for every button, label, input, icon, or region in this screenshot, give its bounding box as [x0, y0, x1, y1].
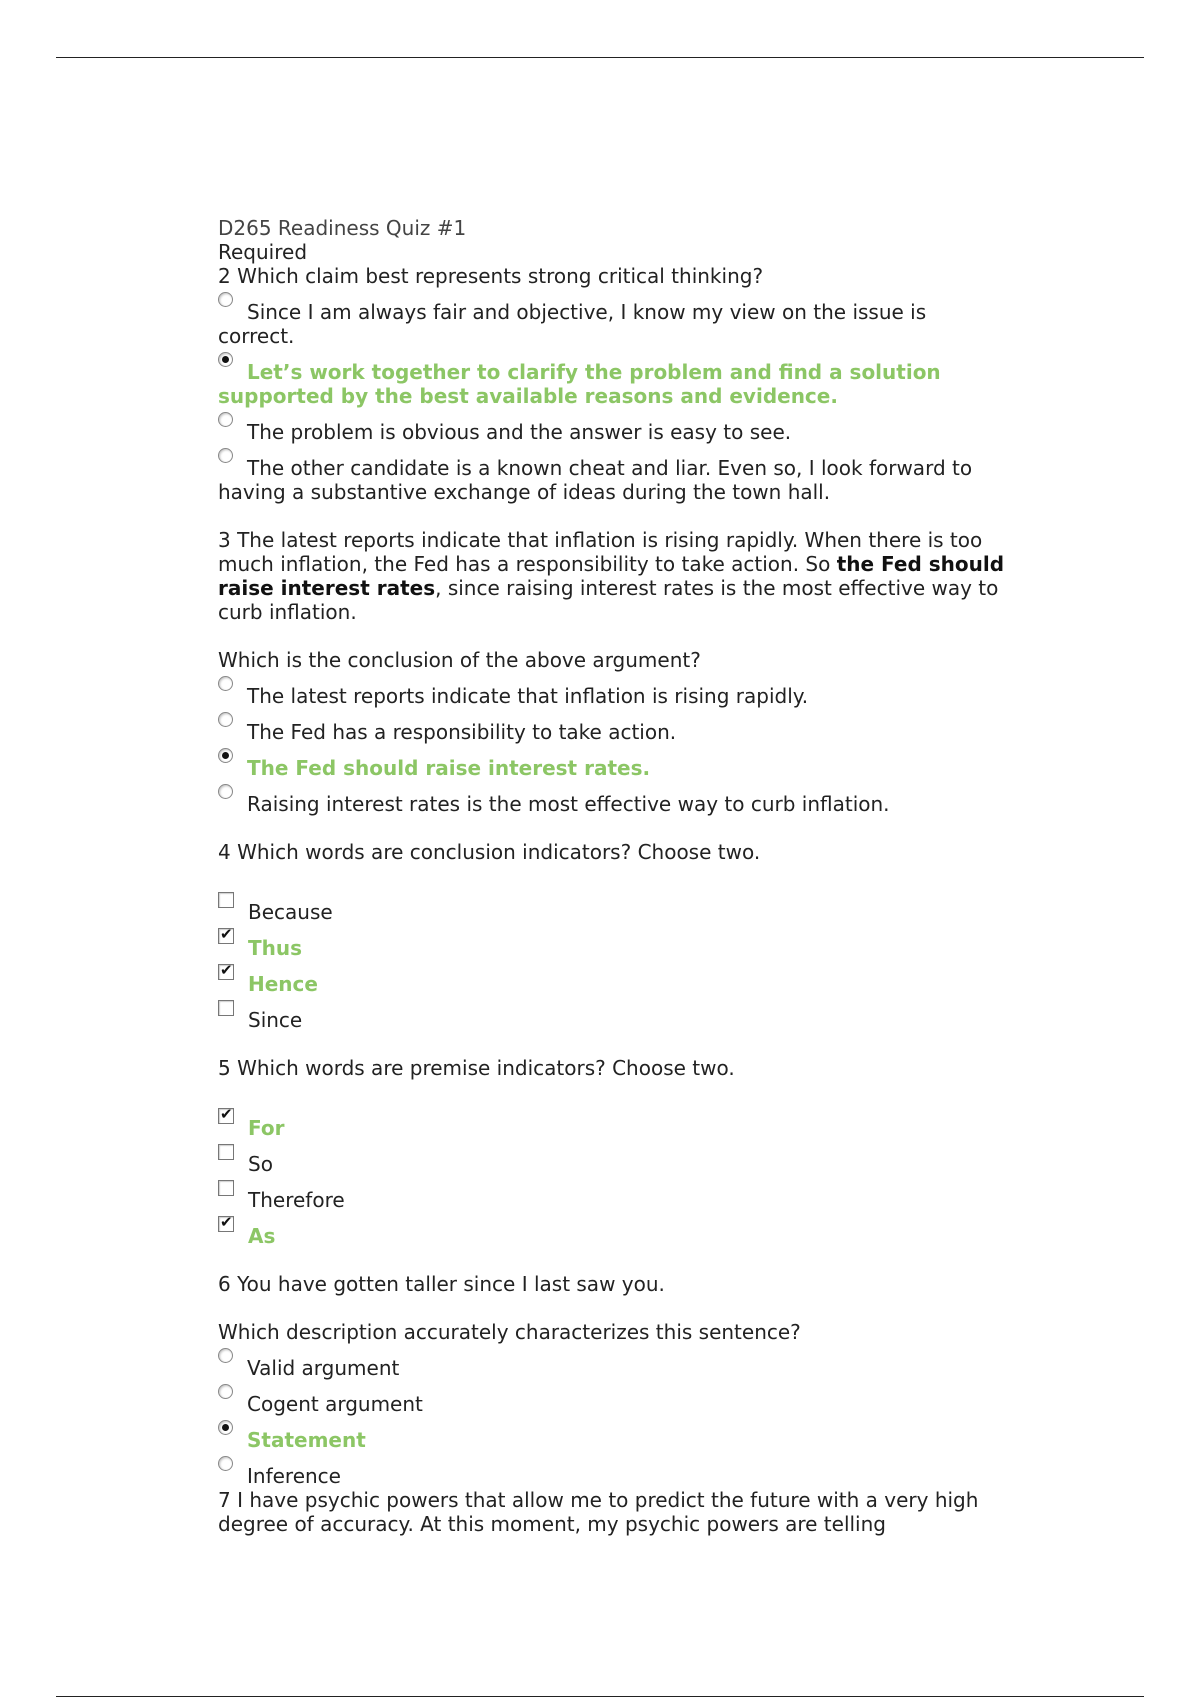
check-mark-icon: ✔ — [220, 925, 233, 943]
q6-option-3[interactable] — [218, 1428, 1008, 1452]
q3-option-1[interactable] — [218, 684, 1008, 708]
radio-button-selected[interactable] — [218, 748, 233, 763]
required-label: Required — [218, 240, 308, 264]
top-rule — [56, 57, 1144, 58]
q5-option-as[interactable] — [218, 1213, 1008, 1248]
question-4-text: 4 Which words are conclusion indicators? Choose two. — [218, 840, 761, 864]
option-label: Since I am always fair and objective, I know my view on the issue is correct. — [218, 300, 927, 348]
quiz-content — [218, 216, 1008, 1536]
q5-option-for[interactable] — [218, 1105, 1008, 1140]
q2-option-1[interactable] — [218, 300, 1008, 348]
radio-button-selected[interactable] — [218, 1420, 233, 1435]
q6-option-1[interactable] — [218, 1356, 1008, 1380]
question-3-prompt: Which is the conclusion of the above argument? — [218, 648, 701, 672]
q6-option-4[interactable] — [218, 1464, 1008, 1488]
radio-button[interactable] — [218, 676, 233, 691]
q6-option-2[interactable] — [218, 1392, 1008, 1416]
option-label: Since — [248, 1008, 303, 1032]
q2-option-3[interactable] — [218, 420, 1008, 444]
option-label: Valid argument — [247, 1356, 400, 1380]
checkbox[interactable] — [218, 1144, 234, 1160]
checkbox[interactable] — [218, 892, 234, 908]
checkbox-checked[interactable] — [218, 925, 234, 944]
radio-button[interactable] — [218, 1384, 233, 1399]
checkbox[interactable] — [218, 1180, 234, 1196]
question-7 — [218, 1488, 1008, 1536]
check-mark-icon: ✔ — [220, 1213, 233, 1231]
conclusion-emphasis: the Fed should raise interest rates — [218, 552, 1005, 600]
option-label: The Fed has a responsibility to take action. — [247, 720, 677, 744]
q5-option-so[interactable] — [218, 1152, 1008, 1176]
check-mark-icon: ✔ — [220, 961, 233, 979]
checkbox-checked[interactable] — [218, 1213, 234, 1232]
option-label: The latest reports indicate that inflation is rising rapidly. — [247, 684, 809, 708]
option-label: The other candidate is a known cheat and liar. Even so, I look forward to having a substantive exchange of ideas during the town hall. — [218, 456, 973, 504]
q4-option-since[interactable] — [218, 1008, 1008, 1032]
option-label: Therefore — [248, 1188, 345, 1212]
question-5-text: 5 Which words are premise indicators? Choose two. — [218, 1056, 735, 1080]
option-label: Inference — [247, 1464, 341, 1488]
radio-button[interactable] — [218, 448, 233, 463]
radio-button[interactable] — [218, 1348, 233, 1363]
option-label: Hence — [248, 972, 318, 996]
checkbox-checked[interactable] — [218, 1105, 234, 1124]
option-label: Statement — [247, 1428, 366, 1452]
option-label: For — [248, 1116, 285, 1140]
bottom-rule — [56, 1696, 1144, 1697]
check-mark-icon: ✔ — [220, 1105, 233, 1123]
question-2-text: 2 Which claim best represents strong critical thinking? — [218, 264, 764, 288]
radio-button[interactable] — [218, 412, 233, 427]
q3-option-2[interactable] — [218, 720, 1008, 744]
question-2 — [218, 264, 1008, 504]
question-4 — [218, 840, 1008, 1032]
radio-button[interactable] — [218, 1456, 233, 1471]
question-3-stem: 3 The latest reports indicate that inflation is rising rapidly. When there is too much inflation, the Fed has a responsibility to take action. So the Fed should raise interest rates, since raising interest rates is the most effective way to curb inflation. — [218, 528, 1005, 624]
q2-option-2[interactable] — [218, 360, 1008, 408]
question-6-stem: 6 You have gotten taller since I last saw you. — [218, 1272, 665, 1296]
option-label: The problem is obvious and the answer is easy to see. — [247, 420, 792, 444]
q4-option-because[interactable] — [218, 900, 1008, 924]
checkbox[interactable] — [218, 1000, 234, 1016]
question-5 — [218, 1056, 1008, 1248]
radio-button-selected[interactable] — [218, 352, 233, 367]
option-label: So — [248, 1152, 273, 1176]
question-7-stem: 7 I have psychic powers that allow me to predict the future with a very high degree of accuracy. At this moment, my psychic powers are telling — [218, 1488, 979, 1536]
question-3 — [218, 528, 1008, 816]
q2-option-4[interactable] — [218, 456, 1008, 504]
q4-option-thus[interactable] — [218, 925, 1008, 960]
q3-option-3[interactable] — [218, 756, 1008, 780]
option-label: Because — [248, 900, 333, 924]
option-label: Raising interest rates is the most effective way to curb inflation. — [247, 792, 890, 816]
option-label: Let’s work together to clarify the problem and find a solution supported by the best available reasons and evidence. — [218, 360, 941, 408]
option-label: As — [248, 1224, 276, 1248]
q5-option-therefore[interactable] — [218, 1188, 1008, 1212]
radio-button[interactable] — [218, 784, 233, 799]
option-label: Cogent argument — [247, 1392, 423, 1416]
option-label: The Fed should raise interest rates. — [247, 756, 651, 780]
q4-option-hence[interactable] — [218, 961, 1008, 996]
quiz-title: D265 Readiness Quiz #1 — [218, 216, 467, 240]
radio-button[interactable] — [218, 712, 233, 727]
q3-option-4[interactable] — [218, 792, 1008, 816]
checkbox-checked[interactable] — [218, 961, 234, 980]
option-label: Thus — [248, 936, 303, 960]
question-6-prompt: Which description accurately characterizes this sentence? — [218, 1320, 801, 1344]
radio-button[interactable] — [218, 292, 233, 307]
question-6 — [218, 1272, 1008, 1488]
